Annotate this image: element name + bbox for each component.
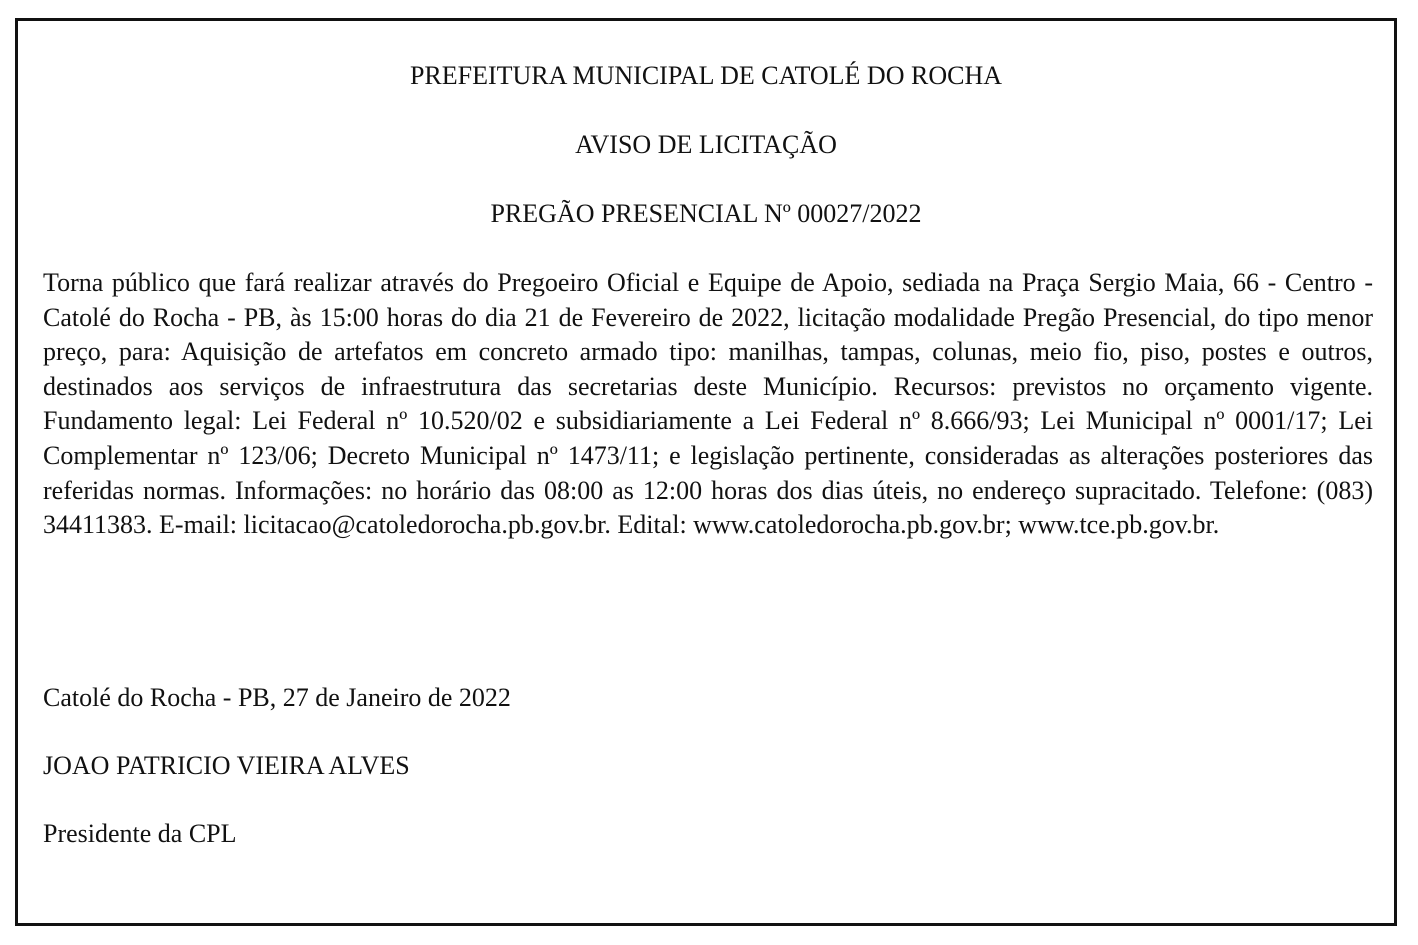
procedure-heading: PREGÃO PRESENCIAL Nº 00027/2022 [490, 199, 922, 228]
institution-heading: PREFEITURA MUNICIPAL DE CATOLÉ DO ROCHA [409, 61, 1003, 90]
place-date: Catolé do Rocha - PB, 27 de Janeiro de 2022 [43, 683, 511, 712]
signatory-role: Presidente da CPL [43, 819, 237, 848]
notice-frame [15, 18, 1397, 926]
signatory-name: JOAO PATRICIO VIEIRA ALVES [43, 751, 410, 780]
notice-type-heading: AVISO DE LICITAÇÃO [575, 130, 837, 159]
notice-body-text: Torna público que fará realizar através do Pregoeiro Oficial e Equipe de Apoio, sediada na Praça Sergio Maia, 66 - Centro - Catolé do Rocha - PB, às 15:00 horas do dia 21 de Fevereiro de 2022, licitação modalidade Pregão Presencial, do tipo menor preço, para: Aquisição de artefatos em concreto armado tipo: manilhas, tampas, colunas, meio fio, piso, postes e outros, destinados aos serviços de infraestrutura das secretarias deste Município. Recursos: previstos no orçamento vigente. Fundamento legal: Lei Federal nº 10.520/02 e subsidiariamente a Lei Federal nº 8.666/93; Lei Municipal nº 0001/17; Lei Complementar nº 123/06; Decreto Municipal nº 1473/11; e legislação pertinente, consideradas as alterações posteriores das referidas normas. Informações: no horário das 08:00 as 12:00 horas dos dias úteis, no endereço supracitado. Telefone: (083) 34411383. E-mail: licitacao@catoledorocha.pb.gov.br. Edital: www.catoledorocha.pb.gov.br; www.tce.pb.gov.br. [43, 268, 1373, 540]
notice-body [43, 266, 1373, 543]
